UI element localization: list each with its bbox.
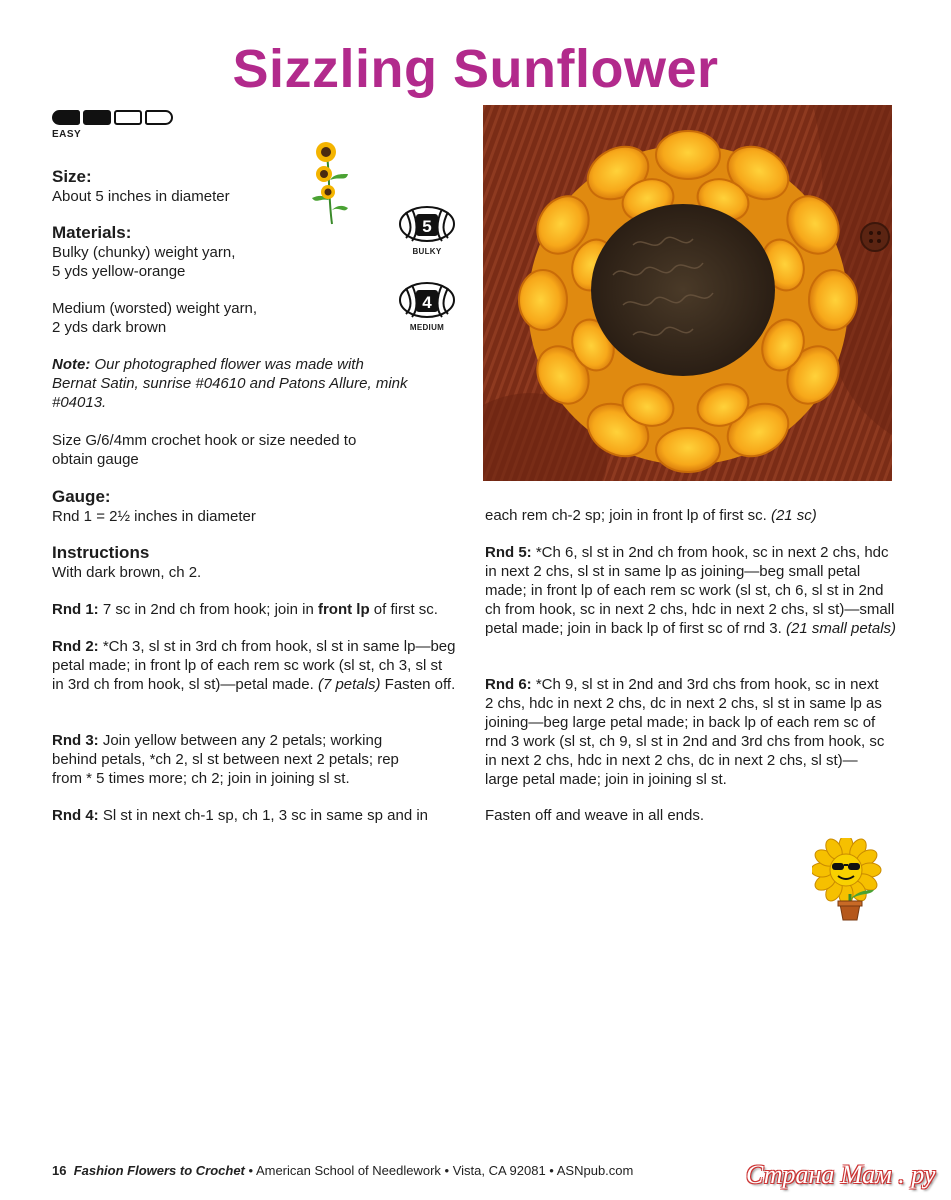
yarn-weight-number: 4 bbox=[422, 293, 432, 312]
round-label: Rnd 2: bbox=[52, 638, 99, 655]
round-text: Sl st in next ch-1 sp, ch 1, 3 sc in same sp and in bbox=[98, 807, 428, 824]
round-label: Rnd 3: bbox=[52, 732, 99, 749]
round-text: 7 sc in 2nd ch from hook; join in bbox=[98, 601, 318, 618]
round-label: Rnd 6: bbox=[485, 676, 532, 693]
round-4-continued bbox=[485, 506, 895, 525]
publisher-info: • American School of Needlework • Vista, CA 92081 • ASNpub.com bbox=[244, 1163, 634, 1178]
yarn-weight-number: 5 bbox=[422, 217, 432, 236]
page-number: 16 bbox=[52, 1163, 67, 1178]
size-section bbox=[52, 167, 462, 206]
round-label: Rnd 5: bbox=[485, 544, 532, 561]
gauge-heading: Gauge: bbox=[52, 487, 111, 506]
skill-bar bbox=[83, 110, 111, 125]
crochet-sunflower-image bbox=[483, 105, 892, 481]
watermark: Страна Мам . ру bbox=[746, 1160, 936, 1189]
materials-yarn2-line1: Medium (worsted) weight yarn, bbox=[52, 300, 258, 317]
gauge-section bbox=[52, 487, 462, 526]
yarn-skein-icon bbox=[398, 204, 456, 244]
materials-yarn1-line1: Bulky (chunky) weight yarn, bbox=[52, 244, 236, 261]
size-heading: Size: bbox=[52, 167, 92, 186]
materials-heading: Materials: bbox=[52, 223, 132, 242]
round-text: *Ch 6, sl st in 2nd ch from hook, sc in next 2 chs, hdc in next 2 chs, sl st in same lp as joining—beg small petal made; in front lp of each rem sc work (sl st, ch 6, sl st in 2nd ch from hook, sc in next 2 chs, hdc in next 2 chs, sl st)—small petal made; join in back lp of first sc of rnd 3. bbox=[485, 544, 895, 637]
instructions-intro: With dark brown, ch 2. bbox=[52, 564, 202, 581]
materials-yarn2-line2: 2 yds dark brown bbox=[52, 319, 167, 336]
yarn-weight-medium bbox=[398, 280, 456, 332]
round-3 bbox=[52, 731, 422, 788]
round-4 bbox=[52, 806, 462, 825]
round-count: (21 sc) bbox=[770, 507, 817, 524]
round-label: Rnd 4: bbox=[52, 807, 99, 824]
size-text: About 5 inches in diameter bbox=[52, 188, 230, 205]
round-5 bbox=[485, 543, 897, 638]
skill-bar bbox=[114, 110, 142, 125]
round-2 bbox=[52, 637, 457, 694]
cool-sunflower-icon bbox=[812, 838, 884, 922]
note-label: Note: bbox=[52, 356, 91, 373]
round-text: Fasten off. bbox=[380, 676, 456, 693]
yarn-weight-name: MEDIUM bbox=[409, 323, 445, 332]
skill-level-bars bbox=[52, 110, 173, 125]
materials-yarn1-line2: 5 yds yellow-orange bbox=[52, 263, 186, 280]
book-title: Fashion Flowers to Crochet bbox=[73, 1163, 245, 1178]
yarn-weight-bulky bbox=[398, 204, 456, 256]
skill-label: EASY bbox=[52, 129, 82, 140]
instructions-section bbox=[52, 543, 462, 582]
round-count: (7 petals) bbox=[317, 676, 381, 693]
gauge-text: Rnd 1 = 2½ inches in diameter bbox=[52, 508, 256, 525]
round-text: of first sc. bbox=[369, 601, 438, 618]
round-label: Rnd 1: bbox=[52, 601, 99, 618]
note-text: Our photographed flower was made with Bernat Satin, sunrise #04610 and Patons Allure, mink #04013. bbox=[52, 356, 408, 411]
page-title: Sizzling Sunflower bbox=[232, 39, 719, 99]
materials-note bbox=[52, 355, 412, 412]
finish-text: Fasten off and weave in all ends. bbox=[485, 807, 705, 824]
page-footer bbox=[52, 1163, 633, 1178]
skill-level bbox=[52, 110, 173, 140]
skill-bar bbox=[145, 110, 173, 125]
round-1 bbox=[52, 600, 462, 619]
round-text: *Ch 3, sl st in 3rd ch from hook, sl st in same lp—beg petal made; in front lp of each rem sc work (sl st, ch 3, sl st in 3rd ch from hook, sl st)—petal made. bbox=[52, 638, 456, 693]
yarn-skein-icon bbox=[398, 280, 456, 320]
round-text: each rem ch-2 sp; join in front lp of first sc. bbox=[485, 507, 771, 524]
round-text: *Ch 9, sl st in 2nd and 3rd chs from hook, sc in next 2 chs, hdc in next 2 chs, dc in next 2 chs, sl st in same lp as joining—beg large petal made; in back lp of each rem sc of rnd 3 work (sl st, ch 9, sl st in 2nd and 3rd chs from hook, sc in next 2 chs, hdc in next 2 chs, dc in next 2 chs, sl st)—large petal made; join in joining sl st. bbox=[485, 676, 885, 788]
materials-hook: Size G/6/4mm crochet hook or size needed to obtain gauge bbox=[52, 432, 357, 468]
round-6 bbox=[485, 675, 890, 789]
round-count: (21 small petals) bbox=[785, 620, 897, 637]
yarn-weight-name: BULKY bbox=[412, 247, 442, 256]
round-text-bold: front lp bbox=[317, 601, 370, 618]
round-text: Join yellow between any 2 petals; working behind petals, *ch 2, sl st between next 2 petals; rep from * 5 times more; ch 2; join in joining sl st. bbox=[52, 732, 399, 787]
skill-bar bbox=[52, 110, 80, 125]
sunflower-photo bbox=[483, 105, 892, 481]
instructions-heading: Instructions bbox=[52, 543, 150, 562]
